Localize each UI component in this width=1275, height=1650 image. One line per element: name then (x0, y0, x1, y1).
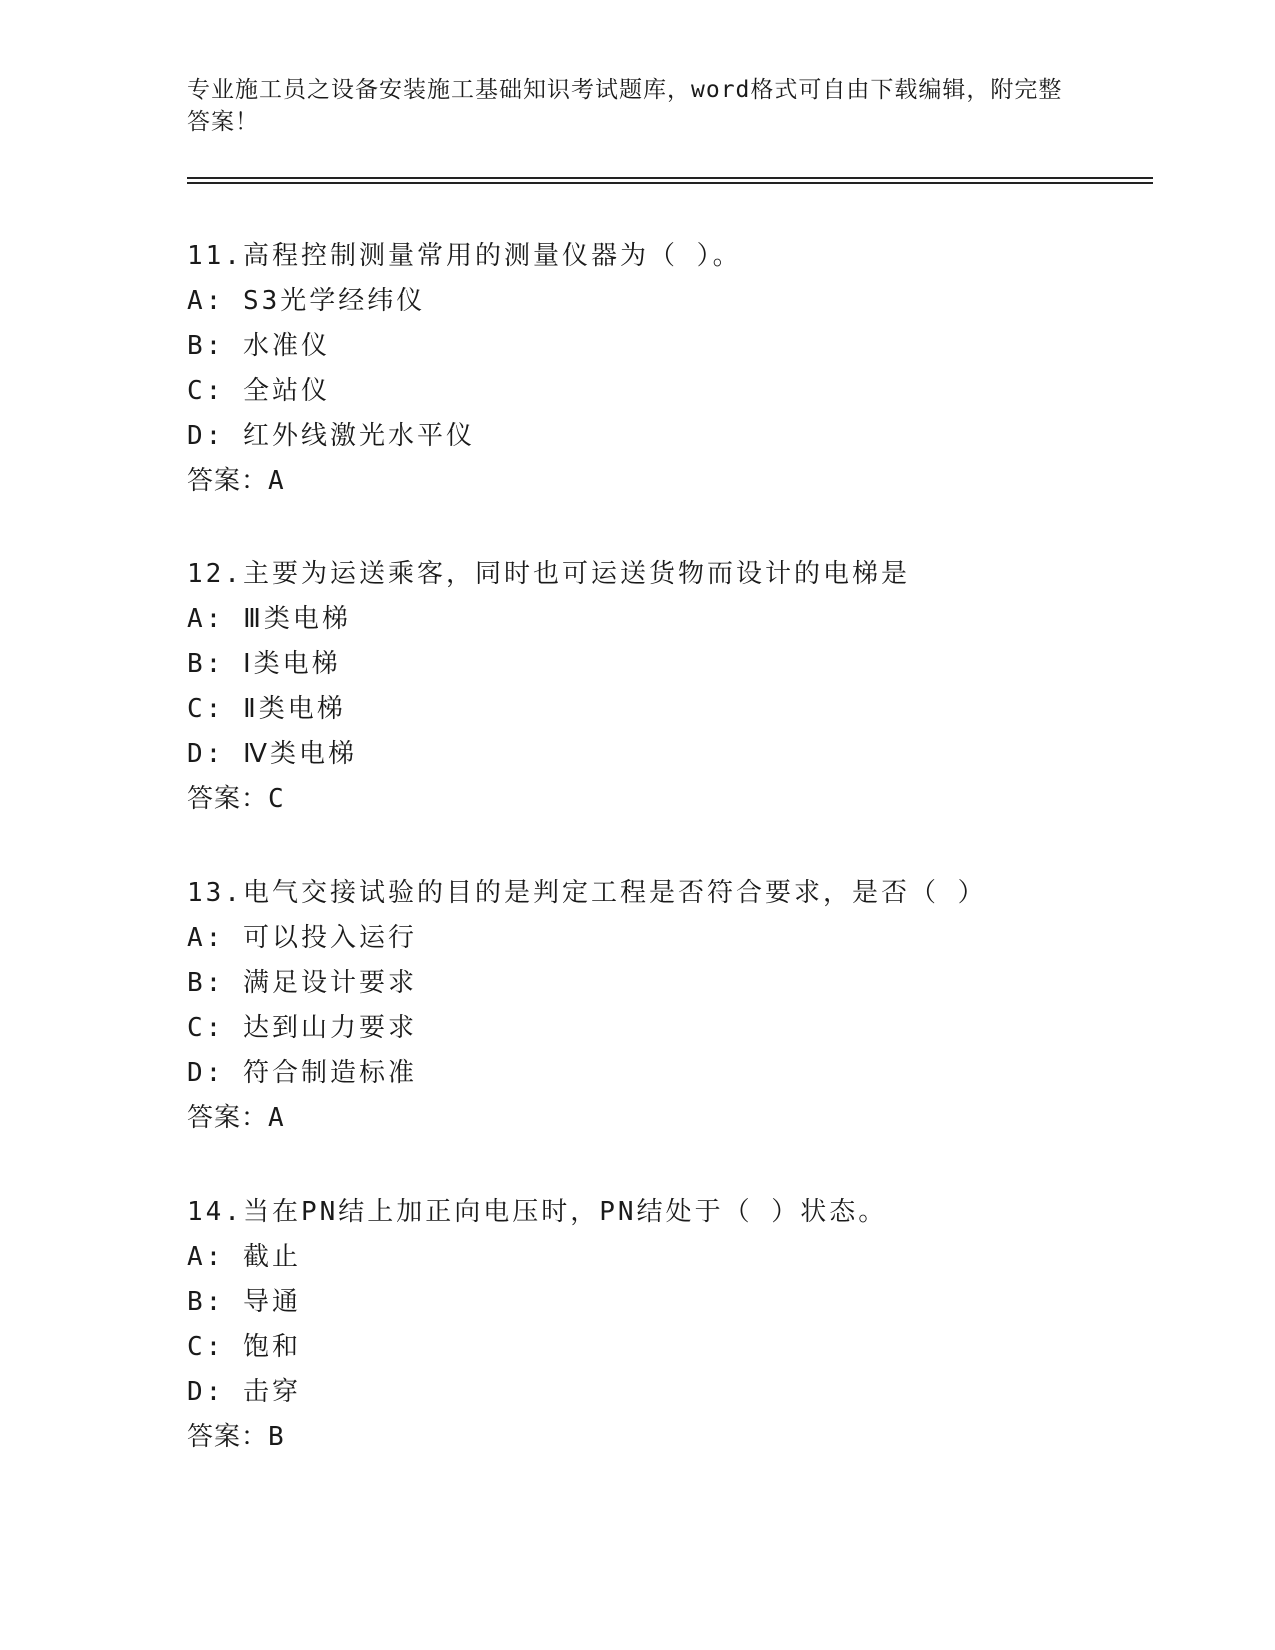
question-stem: 11.高程控制测量常用的测量仪器为（ ）。 (187, 241, 742, 271)
option-a: A: S3光学经纬仪 (187, 286, 426, 316)
question-14 (187, 1196, 1147, 1466)
option-c: C: 全站仪 (187, 376, 330, 406)
option-b: B: 水准仪 (187, 331, 330, 361)
option-c: C: 饱和 (187, 1332, 301, 1362)
option-b: B: Ⅰ类电梯 (187, 649, 341, 679)
option-a: A: Ⅲ类电梯 (187, 604, 351, 634)
option-d: D: 击穿 (187, 1377, 301, 1407)
option-d: D: 符合制造标准 (187, 1058, 417, 1088)
option-d: D: 红外线激光水平仪 (187, 421, 475, 451)
question-stem: 13.电气交接试验的目的是判定工程是否符合要求，是否（ ） (187, 878, 987, 908)
header-divider-bottom (187, 182, 1153, 184)
question-13 (187, 877, 1147, 1147)
option-d: D: Ⅳ类电梯 (187, 739, 357, 769)
question-stem: 14.当在PN结上加正向电压时，PN结处于（ ）状态。 (187, 1197, 888, 1227)
question-11 (187, 240, 1147, 510)
option-a: A: 截止 (187, 1242, 301, 1272)
question-12 (187, 558, 1147, 828)
option-b: B: 导通 (187, 1287, 301, 1317)
option-b: B: 满足设计要求 (187, 968, 417, 998)
answer: 答案：B (187, 1422, 285, 1452)
answer: 答案：A (187, 466, 285, 496)
option-c: C: 达到山力要求 (187, 1013, 417, 1043)
document-header: 专业施工员之设备安装施工基础知识考试题库，word格式可自由下载编辑，附完整答案！ (187, 77, 1063, 135)
option-c: C: Ⅱ类电梯 (187, 694, 346, 724)
answer: 答案：A (187, 1103, 285, 1133)
header-divider-top (187, 177, 1153, 179)
question-stem: 12.主要为运送乘客，同时也可运送货物而设计的电梯是 (187, 559, 910, 589)
option-a: A: 可以投入运行 (187, 923, 417, 953)
answer: 答案：C (187, 784, 285, 814)
